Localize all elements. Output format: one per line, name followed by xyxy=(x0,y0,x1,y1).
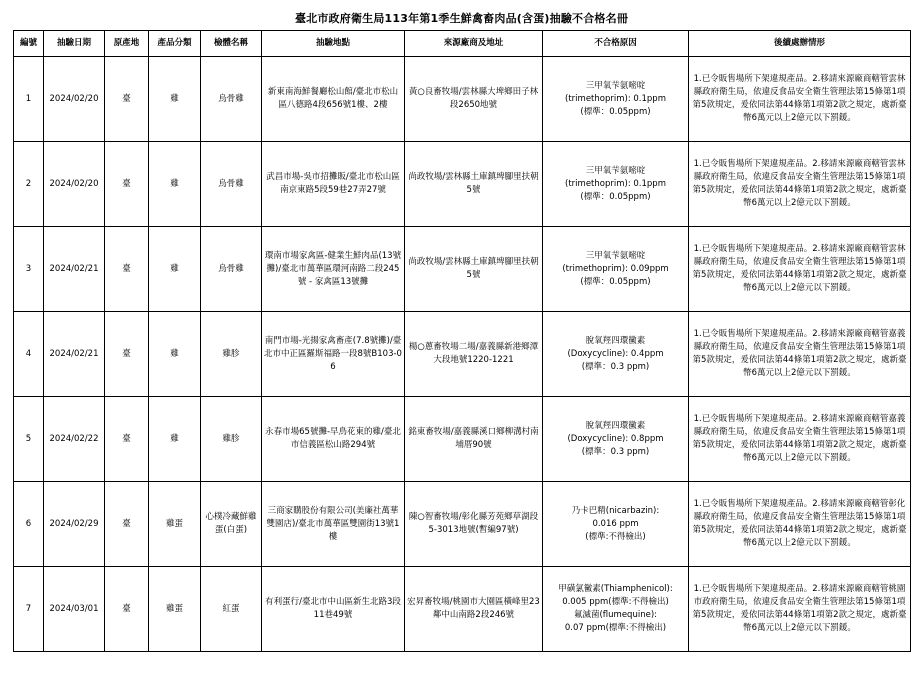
reason-line: (Doxycycline): 0.8ppm xyxy=(567,433,664,444)
header-location: 抽驗地點 xyxy=(262,31,405,57)
cell-source: 黃○良畜牧場/雲林縣大埤鄉田子林段2650地號 xyxy=(405,57,543,142)
reason-line: 氟滅菌(flumequine): xyxy=(573,610,657,620)
reason-line: 0.005 ppm(標準:不得檢出) xyxy=(562,597,669,607)
cell-date: 2024/02/21 xyxy=(44,227,105,312)
cell-date: 2024/02/21 xyxy=(44,312,105,397)
cell-followup: 1.已令販售場所下架違規產品。2.移請來源廠商轄管雲林縣政府衛生局，依違反食品安全衛生管理法第15條第1項第5款規定，爰依同法第44條第1項第2款之規定，處新臺幣6萬元以上2億元以下罰鍰。 xyxy=(689,142,911,227)
reason-line: (trimethoprim): 0.1ppm xyxy=(565,178,666,189)
header-source: 來源廠商及地址 xyxy=(405,31,543,57)
table-row xyxy=(14,397,911,482)
reason-line: 三甲氧芐氨嘧啶 xyxy=(585,80,646,91)
cell-category: 雞 xyxy=(149,57,201,142)
document-title: 臺北市政府衛生局113年第1季生鮮禽畜肉品(含蛋)抽驗不合格名冊 xyxy=(294,12,629,25)
cell-followup: 1.已令販售場所下架違規產品。2.移請來源廠商轄管雲林縣政府衛生局，依違反食品安全衛生管理法第15條第1項第5款規定，爰依同法第44條第1項第2款之規定，處新臺幣6萬元以上2億元以下罰鍰。 xyxy=(689,57,911,142)
reason-line: (標準：0.05ppm) xyxy=(580,276,651,287)
cell-no: 6 xyxy=(14,482,44,567)
cell-reason xyxy=(543,142,689,227)
reason-line: (Doxycycline): 0.4ppm xyxy=(567,348,664,359)
cell-followup: 1.已令販售場所下架違規產品。2.移請來源廠商轄管雲林縣政府衛生局，依違反食品安全衛生管理法第15條第1項第5款規定，爰依同法第44條第1項第2款之規定，處新臺幣6萬元以上2億元以下罰鍰。 xyxy=(689,227,911,312)
cell-followup: 1.已令販售場所下架違規產品。2.移請來源廠商轄管桃園市政府衛生局，依違反食品安全衛生管理法第15條第1項第5款規定，爰依同法第44條第1項第2款之規定，處新臺幣6萬元以上2億元以下罰鍰。 xyxy=(689,567,911,652)
cell-category: 雞 xyxy=(149,397,201,482)
reason-line: (trimethoprim): 0.1ppm xyxy=(565,93,666,104)
cell-origin: 臺 xyxy=(105,482,149,567)
reason-line: 三甲氧芐氨嘧啶 xyxy=(585,165,646,176)
reason-line: (標準：0.3 ppm) xyxy=(581,446,650,457)
cell-source: 銘東畜牧場/嘉義縣溪口鄉柳溝村南埔厝90號 xyxy=(405,397,543,482)
header-category: 產品分類 xyxy=(149,31,201,57)
header-origin: 原產地 xyxy=(105,31,149,57)
cell-origin: 臺 xyxy=(105,312,149,397)
cell-followup: 1.已令販售場所下架違規產品。2.移請來源廠商轄管嘉義縣政府衛生局，依違反食品安全衛生管理法第15條第1項第5款規定，爰依同法第44條第1項第2款之規定，處新臺幣6萬元以上2億元以下罰鍰。 xyxy=(689,397,911,482)
cell-category: 雞 xyxy=(149,142,201,227)
reason-line: (標準：0.05ppm) xyxy=(580,106,651,117)
cell-no: 3 xyxy=(14,227,44,312)
reason-line: 甲磺氯黴素(Thiamphenicol): xyxy=(558,584,673,594)
cell-source: 尚政牧場/雲林縣土庫鎮埤腳里扶朝5號 xyxy=(405,142,543,227)
cell-location: 永春市場65號攤-早鳥花東的雞/臺北市信義區松山路294號 xyxy=(262,397,405,482)
cell-date: 2024/02/20 xyxy=(44,142,105,227)
table-row xyxy=(14,482,911,567)
cell-name: 雞胗 xyxy=(201,312,262,397)
reason-line: (標準:不得檢出) xyxy=(585,531,646,542)
cell-date: 2024/03/01 xyxy=(44,567,105,652)
reason-line: 0.07 ppm(標準:不得檢出) xyxy=(564,623,667,633)
cell-reason xyxy=(543,312,689,397)
table-row xyxy=(14,567,911,652)
header-date: 抽驗日期 xyxy=(44,31,105,57)
cell-no: 2 xyxy=(14,142,44,227)
cell-date: 2024/02/29 xyxy=(44,482,105,567)
cell-category: 雞 xyxy=(149,227,201,312)
reason-line: (標準：0.3 ppm) xyxy=(581,361,650,372)
reason-line: (標準：0.05ppm) xyxy=(580,191,651,202)
reason-line: 0.016 ppm xyxy=(592,518,639,529)
cell-reason xyxy=(543,567,689,652)
nonconformity-table xyxy=(13,30,911,652)
header-followup: 後續處辦情形 xyxy=(689,31,911,57)
cell-origin: 臺 xyxy=(105,57,149,142)
cell-source: 楊○蔥畜牧場二場/嘉義縣新港鄉潭大段地號1220-1221 xyxy=(405,312,543,397)
cell-reason xyxy=(543,227,689,312)
cell-origin: 臺 xyxy=(105,567,149,652)
cell-category: 雞 xyxy=(149,312,201,397)
table-row xyxy=(14,142,911,227)
cell-location: 南門市場-光揚家禽畜產(7.8號攤)/臺北市中正區羅斯福路一段8號B103-06 xyxy=(262,312,405,397)
cell-reason xyxy=(543,397,689,482)
cell-category: 雞蛋 xyxy=(149,567,201,652)
header-no: 編號 xyxy=(14,31,44,57)
reason-line: 脫氧羥四環黴素 xyxy=(585,335,646,346)
cell-name: 紅蛋 xyxy=(201,567,262,652)
table-row xyxy=(14,227,911,312)
header-reason: 不合格原因 xyxy=(543,31,689,57)
cell-reason xyxy=(543,57,689,142)
cell-followup: 1.已令販售場所下架違規產品。2.移請來源廠商轄管嘉義縣政府衛生局，依違反食品安全衛生管理法第15條第1項第5款規定，爰依同法第44條第1項第2款之規定，處新臺幣6萬元以上2億元以下罰鍰。 xyxy=(689,312,911,397)
header-name: 檢體名稱 xyxy=(201,31,262,57)
cell-category: 雞蛋 xyxy=(149,482,201,567)
table-row xyxy=(14,312,911,397)
cell-location: 有利蛋行/臺北市中山區新生北路3段11巷49號 xyxy=(262,567,405,652)
cell-name: 心樸冷藏鮮雞蛋(白蛋) xyxy=(201,482,262,567)
cell-followup: 1.已令販售場所下架違規產品。2.移請來源廠商轄管彰化縣政府衛生局，依違反食品安全衛生管理法第15條第1項第5款規定，爰依同法第44條第1項第2款之規定，處新臺幣6萬元以上2億元以下罰鍰。 xyxy=(689,482,911,567)
cell-date: 2024/02/22 xyxy=(44,397,105,482)
cell-no: 5 xyxy=(14,397,44,482)
cell-origin: 臺 xyxy=(105,142,149,227)
cell-source: 宏昇畜牧場/桃園市大園區橫峰里23鄰中山南路2段246號 xyxy=(405,567,543,652)
cell-origin: 臺 xyxy=(105,397,149,482)
table-header-row xyxy=(14,31,911,57)
cell-no: 1 xyxy=(14,57,44,142)
cell-name: 烏骨雞 xyxy=(201,57,262,142)
cell-no: 4 xyxy=(14,312,44,397)
cell-location: 武昌市場-吳市招攤販/臺北市松山區南京東路5段59巷27弄27號 xyxy=(262,142,405,227)
reason-line: 脫氧羥四環黴素 xyxy=(585,420,646,431)
cell-source: 陳○智畜牧場/彰化縣芳苑鄉草湖段5-3013地號(暫編97號) xyxy=(405,482,543,567)
cell-source: 尚政牧場/雲林縣土庫鎮埤腳里扶朝5號 xyxy=(405,227,543,312)
cell-location: 環南市場家禽區-健業生鮮肉品(13號攤)/臺北市萬華區環河南路二段245號 - 家禽區13號攤 xyxy=(262,227,405,312)
cell-location: 三商家購股份有限公司(美廉社萬華雙園店)/臺北市萬華區雙園街13號1樓 xyxy=(262,482,405,567)
cell-name: 雞胗 xyxy=(201,397,262,482)
cell-no: 7 xyxy=(14,567,44,652)
cell-reason xyxy=(543,482,689,567)
cell-date: 2024/02/20 xyxy=(44,57,105,142)
reason-line: (trimethoprim): 0.09ppm xyxy=(562,263,669,274)
table-row xyxy=(14,57,911,142)
cell-name: 烏骨雞 xyxy=(201,142,262,227)
cell-origin: 臺 xyxy=(105,227,149,312)
reason-line: 三甲氧芐氨嘧啶 xyxy=(585,250,646,261)
cell-name: 烏骨雞 xyxy=(201,227,262,312)
reason-line: 乃卡巴精(nicarbazin): xyxy=(571,505,660,516)
cell-location: 新東南海鮮餐廳松山館/臺北市松山區八德路4段656號1樓、2樓 xyxy=(262,57,405,142)
